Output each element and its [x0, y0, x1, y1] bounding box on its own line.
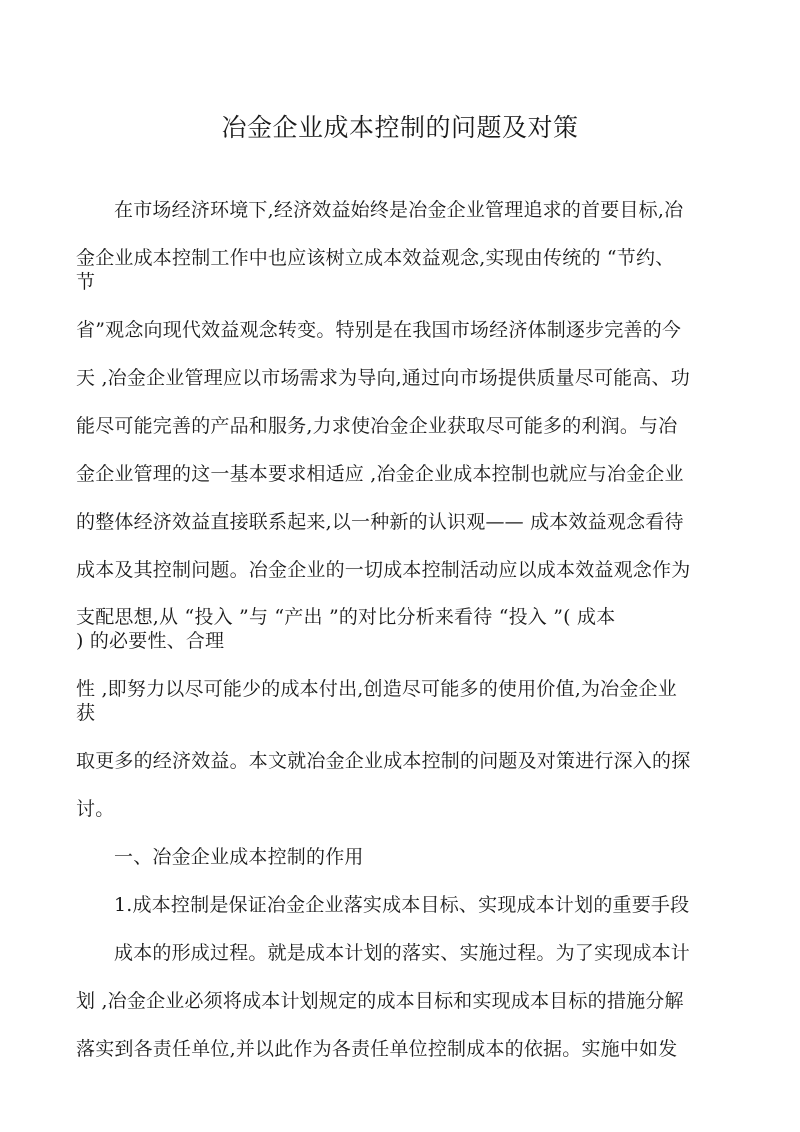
paragraph-line: 支配思想,从 “投入 ”与 “产出 ”的对比分析来看待 “投入 ”( 成本	[76, 606, 616, 628]
paragraph-line: 的整体经济效益直接联系起来,以一种新的认识观—— 成本效益观念看待	[76, 511, 684, 533]
paragraph-line: 成本的形成过程。就是成本计划的落实、实施过程。为了实现成本计	[114, 942, 691, 964]
paragraph-line: 获	[76, 702, 96, 724]
subsection-heading: 1.成本控制是保证冶金企业落实成本目标、实现成本计划的重要手段	[114, 894, 690, 916]
section-heading: 一、冶金企业成本控制的作用	[114, 846, 364, 868]
paragraph-line: ) 的必要性、合理	[76, 630, 225, 652]
paragraph-line: 讨。	[76, 798, 115, 820]
document-title: 冶金企业成本控制的问题及对策	[221, 113, 579, 142]
paragraph-line: 取更多的经济效益。本文就冶金企业成本控制的问题及对策进行深入的探	[76, 750, 691, 772]
paragraph-line: 金企业管理的这一基本要求相适应 ,冶金企业成本控制也就应与冶金企业	[76, 463, 684, 485]
paragraph-line: 能尽可能完善的产品和服务,力求使冶金企业获取尽可能多的利润。与冶	[76, 415, 678, 437]
paragraph-line: 成本及其控制问题。冶金企业的一切成本控制活动应以成本效益观念作为	[76, 559, 691, 581]
paragraph-line: 天 ,冶金企业管理应以市场需求为导向,通过向市场提供质量尽可能高、功	[76, 367, 690, 389]
paragraph-line: 落实到各责任单位,并以此作为各责任单位控制成本的依据。实施中如发	[76, 1038, 678, 1060]
paragraph-line: 划 ,冶金企业必须将成本计划规定的成本目标和实现成本目标的措施分解	[76, 990, 684, 1012]
paragraph-line: 在市场经济环境下,经济效益始终是冶金企业管理追求的首要目标,冶	[114, 199, 684, 221]
paragraph-line: 节	[76, 271, 96, 293]
paragraph-line: 金企业成本控制工作中也应该树立成本效益观念,实现由传统的 “节约、	[76, 247, 675, 269]
paragraph-line: 性 ,即努力以尽可能少的成本付出,创造尽可能多的使用价值,为冶金企业	[76, 678, 677, 700]
paragraph-line: 省”观念向现代效益观念转变。特别是在我国市场经济体制逐步完善的今	[76, 319, 682, 341]
